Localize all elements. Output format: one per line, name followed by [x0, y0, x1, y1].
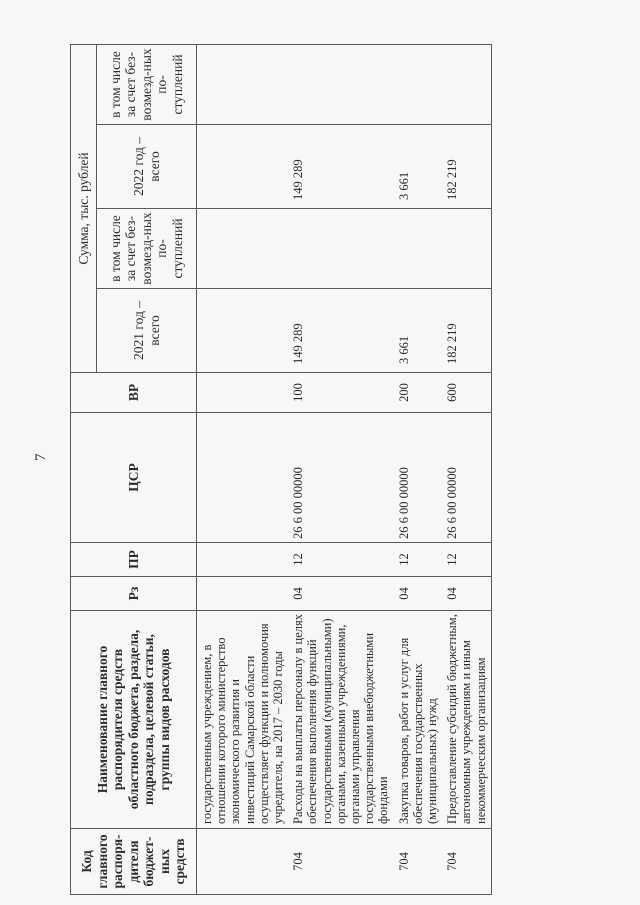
- cell-2022-gratuitous: [394, 45, 443, 125]
- cell-rz: 04: [394, 577, 443, 611]
- cell-csr: [197, 413, 289, 543]
- cell-csr: 26 6 00 00000: [288, 413, 393, 543]
- header-2022-gratuitous: в том числе за счет без-возмезд-ных по-ступлений: [97, 45, 197, 125]
- header-2022-total: 2022 год – всего: [97, 125, 197, 209]
- table-row: [442, 45, 491, 895]
- header-code: Код главного распоря-дителя бюджет-ных средств: [71, 829, 197, 895]
- budget-table: [70, 44, 492, 895]
- cell-2021-gratuitous: [288, 209, 393, 289]
- page-number: 7: [33, 453, 49, 461]
- cell-rz: 04: [442, 577, 491, 611]
- cell-code: [197, 829, 289, 895]
- cell-code: 704: [442, 829, 491, 895]
- cell-name: Расходы на выплаты персоналу в целях обеспечения выполнения функций государственными (муниципальными) органами, казенными учреждениями, органами управления государственными внебюджетными фондами: [288, 611, 393, 829]
- cell-2022-total: 149 289: [288, 125, 393, 209]
- cell-2021-gratuitous: [442, 209, 491, 289]
- cell-2021-total: 182 219: [442, 289, 491, 373]
- cell-vr: [197, 373, 289, 413]
- cell-name: государственным учреждением, в отношении которого министерство экономического развития и инвестиций Самарской области осуществляет функции и полномочия учредителя, на 2017 – 2030 годы: [197, 611, 289, 829]
- cell-vr: 600: [442, 373, 491, 413]
- header-vr: ВР: [71, 373, 197, 413]
- cell-vr: 100: [288, 373, 393, 413]
- cell-code: 704: [288, 829, 393, 895]
- cell-2021-gratuitous: [394, 209, 443, 289]
- cell-2021-gratuitous: [197, 209, 289, 289]
- cell-name: Предоставление субсидий бюджетным, автономным учреждениям и иным некоммерческим организациям: [442, 611, 491, 829]
- cell-2022-total: 182 219: [442, 125, 491, 209]
- cell-rz: [197, 577, 289, 611]
- table-row: [197, 45, 289, 895]
- header-2021-total: 2021 год – всего: [97, 289, 197, 373]
- cell-name: Закупка товаров, работ и услуг для обеспечения государственных (муниципальных) нужд: [394, 611, 443, 829]
- table-row: [288, 45, 393, 895]
- header-sum-group: Сумма, тыс. рублей: [71, 45, 97, 373]
- cell-pr: 12: [394, 543, 443, 577]
- cell-pr: 12: [442, 543, 491, 577]
- cell-code: 704: [394, 829, 443, 895]
- cell-2021-total: 149 289: [288, 289, 393, 373]
- header-csr: ЦСР: [71, 413, 197, 543]
- table-row: [394, 45, 443, 895]
- cell-2022-total: 3 661: [394, 125, 443, 209]
- header-name: Наименование главного распорядителя средств областного бюджета, раздела, подраздела, целевой статьи, группы видов расходов: [71, 611, 197, 829]
- cell-2022-gratuitous: [197, 45, 289, 125]
- cell-2021-total: 3 661: [394, 289, 443, 373]
- cell-vr: 200: [394, 373, 443, 413]
- cell-rz: 04: [288, 577, 393, 611]
- cell-csr: 26 6 00 00000: [394, 413, 443, 543]
- header-rz: Рз: [71, 577, 197, 611]
- cell-2022-gratuitous: [288, 45, 393, 125]
- cell-2022-gratuitous: [442, 45, 491, 125]
- cell-2022-total: [197, 125, 289, 209]
- cell-pr: [197, 543, 289, 577]
- cell-csr: 26 6 00 00000: [442, 413, 491, 543]
- cell-pr: 12: [288, 543, 393, 577]
- header-pr: ПР: [71, 543, 197, 577]
- cell-2021-total: [197, 289, 289, 373]
- header-2021-gratuitous: в том числе за счет без-возмезд-ных по-ступлений: [97, 209, 197, 289]
